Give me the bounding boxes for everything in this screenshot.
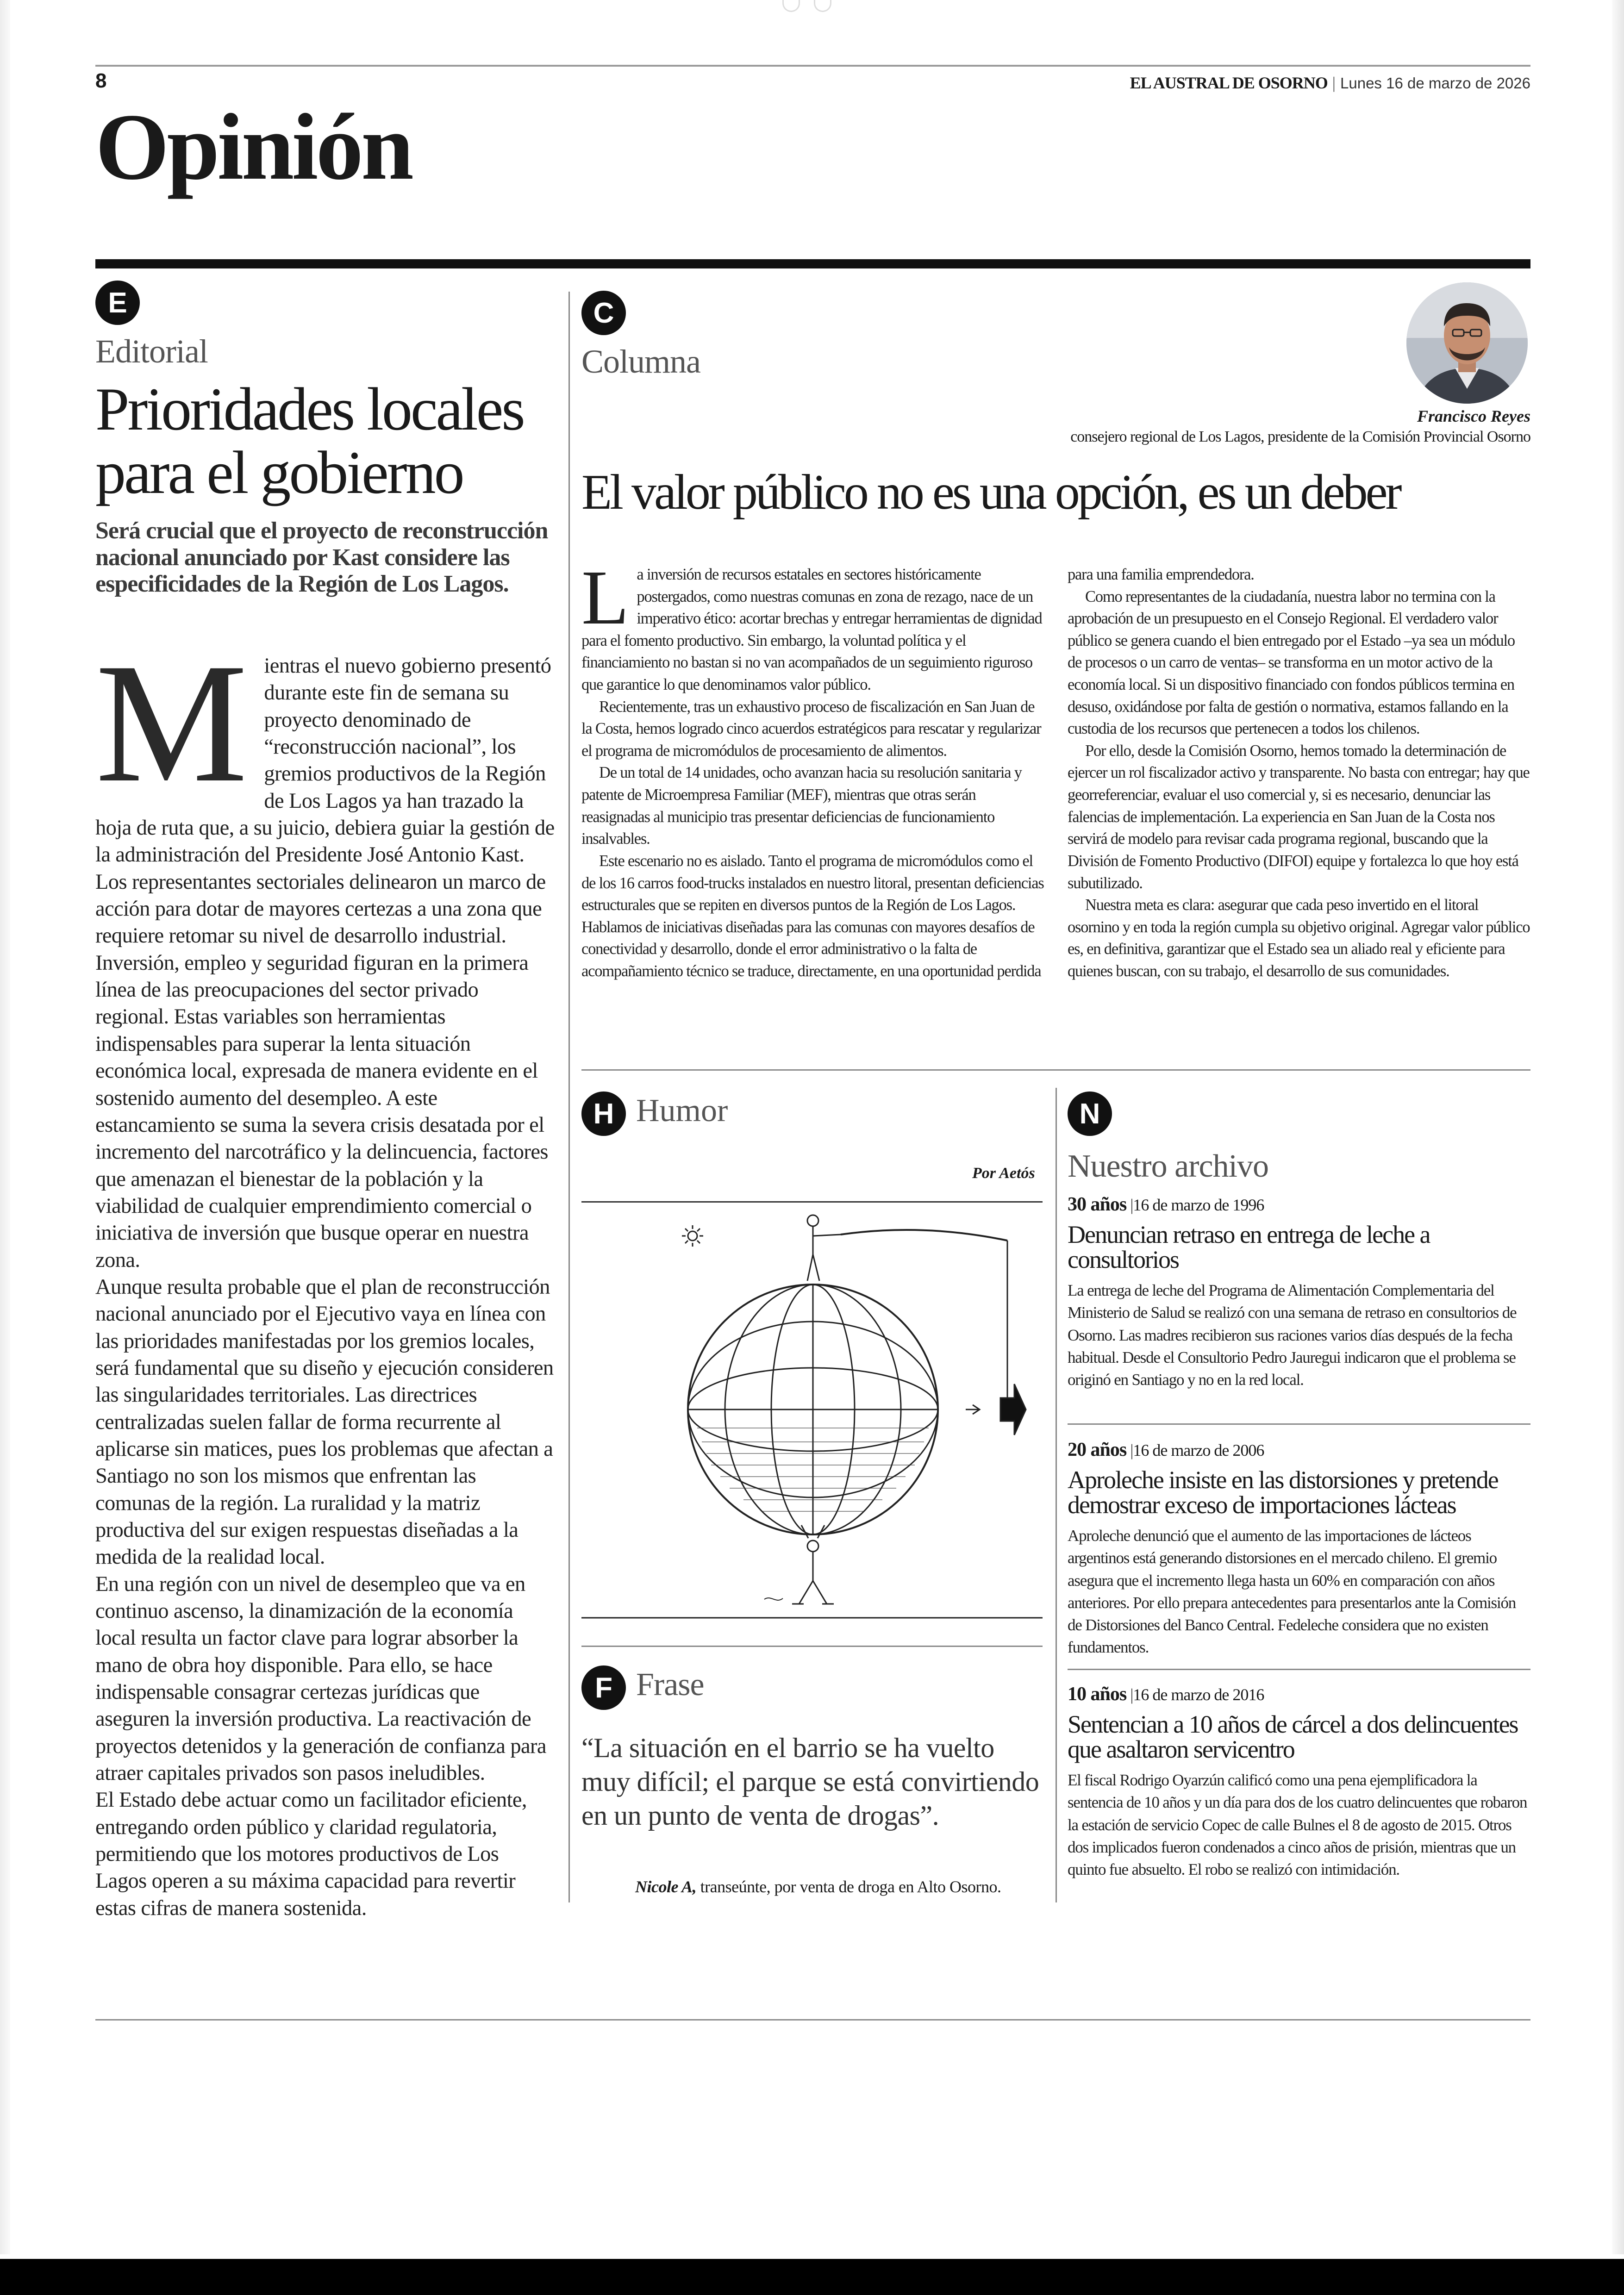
column-paragraph: Nuestra meta es clara: asegurar que cada peso invertido en el litoral osornino y en toda la región cumpla su objetivo original. Agregar valor público es, en definitiva, garantizar que el Estado sea un aliado real y eficiente para quienes buscan, con su trabajo, el desarrollo de sus comunidades. — [1068, 896, 1530, 980]
frase-quote: “La situación en el barrio se ha vuelto muy difícil; el parque se está convirtiendo en un punto de venta de drogas”. — [581, 1733, 1039, 1831]
archive-body: Aproleche denunció que el aumento de las importaciones de lácteos argentinos está generando distorsiones en el mercado chileno. El gremio asegura que el incremento llega hasta un 60% en comparación con años anteriores. Por ello prepara antecedentes para presentarlos ante la Comisión de Distorsiones del Banco Central. Fedeleche considera que no existen fundamentos. — [1068, 1527, 1516, 1657]
column-divider-right — [1056, 1088, 1057, 1902]
frase-attribution — [635, 1877, 1001, 1896]
editorial-paragraph: Inversión, empleo y seguridad figuran en la primera línea de las preocupaciones del sector privado regional. Estas variables son herramientas indispensables para superar la lenta situación económica local, expresada de manera evidente en el sostenido aumento del desempleo. A este estancamiento se suma la severa crisis desatada por el incremento del narcotráfico y la delincuencia, factores que amenazan el bienestar de la población y la viabilidad de cualquier emprendimiento comercial o iniciativa de inversión que busque operar en nuestra zona. — [95, 951, 548, 1272]
archive-item — [1068, 1193, 1530, 1391]
archive-years: 20 años — [1068, 1439, 1127, 1460]
next-page-icon[interactable] — [814, 0, 831, 12]
archive-date-text: 16 de marzo de 2006 — [1133, 1441, 1264, 1459]
section-rule — [95, 259, 1530, 268]
archive-body: El fiscal Rodrigo Oyarzún calificó como una pena ejemplificadora la sentencia de 10 años y un día para dos de los cuatro delincuentes que robaron la estación de servicio Copec de calle Bulnes el 8 de agosto de 2015. Otros dos implicados fueron condenados a cinco años de prisión, mientras que un quinto fue absuelto. El robo se realizó con intimidación. — [1068, 1771, 1527, 1879]
archive-title: Aproleche insiste en las distorsiones y pretende demostrar exceso de importaciones lácteas — [1068, 1466, 1498, 1519]
archive-divider — [1068, 1669, 1530, 1670]
archive-date-text: 16 de marzo de 1996 — [1133, 1196, 1264, 1214]
archive-years: 10 años — [1068, 1684, 1127, 1705]
newspaper-name: EL AUSTRAL DE OSORNO — [1130, 74, 1328, 92]
archive-title: Denuncian retraso en entrega de leche a consultorios — [1068, 1221, 1430, 1273]
frase-attribution-role: transeúnte, por venta de droga en Alto Osorno. — [700, 1877, 1001, 1896]
frase-attribution-name: Nicole A, — [635, 1877, 697, 1896]
issue-date: Lunes 16 de marzo de 2026 — [1340, 75, 1530, 92]
page-number: 8 — [95, 69, 107, 92]
editorial-paragraph: ientras el nuevo gobierno presentó durante este fin de semana su proyecto denominado de “reconstrucción nacional”, los gremios productivos de la Región de Los Lagos ya han trazado la hoja de ruta que, a su juicio, debiera guiar la gestión de la administración del Presidente José Antonio Kast. Los representantes sectoriales delinearon un marco de acción para dotar de mayores certezas a una zona que requiere retomar su nivel de desarrollo industrial. — [95, 654, 555, 948]
humor-cartoon — [581, 1201, 1043, 1622]
column-divider-left — [568, 292, 570, 1902]
editorial-kicker: Editorial — [95, 333, 208, 370]
editorial-paragraph: Aunque resulta probable que el plan de reconstrucción nacional anunciado por el Ejecutivo vaya en línea con las prioridades manifestadas por los gremios locales, será fundamental que su diseño y ejecución consideren las singularidades territoriales. Las directrices centralizadas suelen fallar de forma recurrente al aplicarse sin matices, pues los problemas que afectan a Santiago no son los mismos que enfrentan las comunas de la región. La ruralidad y la matriz productiva del sur exigen respuestas diseñadas a la medida de la realidad local. — [95, 1275, 554, 1569]
editorial-paragraph: En una región con un nivel de desempleo que va en continuo ascenso, la dinamización de la economía local resulta un factor clave para lograr absorber la mano de obra hoy disponible. Para ello, se hace indispensable consagrar certezas jurídicas que aseguren la inversión productiva. La reactivación de proyectos detenidos y la generación de confianza para atraer capitales privados son pasos ineludibles. — [95, 1572, 546, 1785]
editorial-drop-cap: M — [95, 628, 248, 818]
column-paragraph: De un total de 14 unidades, ocho avanzan hacia su resolución sanitaria y patente de Microempresa Familiar (MEF), mientras que otras serán reasignadas al municipio tras presentar deficiencias de funcionamiento insalvables. — [581, 764, 1022, 848]
frase-kicker: Frase — [636, 1667, 704, 1703]
column-paragraph: Este escenario no es aislado. Tanto el programa de micromódulos como el de los 16 carros food-trucks instalados en nuestro litoral, presentan deficiencias estructurales que se repiten en diversos puntos de la Región de Los Lagos. Hablamos de iniciativas diseñadas para las comunas con mayores desafíos de conectividad y desarrollo, donde el error administrativo o la falta de acompañamiento técnico se traduce, directamente, en una oportunidad perdida — [581, 852, 1044, 980]
humor-bottom-rule — [581, 1646, 1043, 1647]
archive-kicker: Nuestro archivo — [1068, 1148, 1269, 1184]
archive-divider — [1068, 1423, 1530, 1425]
column-paragraph: Recientemente, tras un exhaustivo proceso de fiscalización en San Juan de la Costa, hemos logrado cinco acuerdos estratégicos para rescatar y regularizar el programa de micromódulos de procesamiento de alimentos. — [581, 698, 1041, 760]
column-badge: C — [581, 291, 626, 335]
section-title: Opinión — [95, 94, 412, 200]
column-kicker: Columna — [581, 343, 700, 380]
header-rule — [95, 65, 1530, 67]
page-right-edge — [1612, 0, 1624, 2254]
editorial-headline: Prioridades locales para el gobierno — [95, 375, 524, 507]
column-body-left — [581, 555, 1044, 983]
archive-date-text: 16 de marzo de 2016 — [1133, 1685, 1264, 1704]
column-paragraph: Por ello, desde la Comisión Osorno, hemos tomado la determinación de ejercer un rol fiscalizador activo y transparente. No basta con entregar; hay que georreferenciar, evaluar el uso comercial y, si es necesario, denunciar las falencias de implementación. La experiencia en San Juan de la Costa nos servirá de modelo para revisar cada programa regional, buscando que la División de Fomento Productivo (DIFOI) equipe y fortalezca lo que hoy está subutilizado. — [1068, 742, 1530, 892]
column-bottom-rule — [581, 1069, 1530, 1071]
page-scroll-indicator[interactable] — [782, 0, 831, 12]
archive-years: 30 años — [1068, 1194, 1127, 1215]
humor-badge: H — [581, 1091, 626, 1136]
archive-date: 20 años |16 de marzo de 2006 — [1068, 1439, 1264, 1460]
column-paragraph: para una familia emprendedora. — [1068, 566, 1254, 583]
author-name: Francisco Reyes — [1417, 407, 1530, 425]
column-drop-cap: L — [581, 555, 629, 641]
archive-item — [1068, 1439, 1530, 1659]
archive-date: 10 años |16 de marzo de 2016 — [1068, 1684, 1264, 1705]
editorial-deck: Será crucial que el proyecto de reconstrucción nacional anunciado por Kast considere las especificidades de la Región de Los Lagos. — [95, 518, 548, 598]
archive-date: 30 años |16 de marzo de 1996 — [1068, 1194, 1264, 1215]
editorial-badge: E — [95, 281, 140, 325]
author-avatar — [1406, 282, 1528, 404]
page-left-edge — [0, 0, 10, 2254]
masthead-separator: | — [1332, 74, 1336, 92]
column-paragraph: Como representantes de la ciudadanía, nuestra labor no termina con la aprobación de un presupuesto en el Consejo Regional. El verdadero valor público se genera cuando el bien entregado por el Estado –ya sea un módulo de procesos o un carro de ventas– se transforma en un motor activo de la economía local. Si un dispositivo financiado con fondos públicos termina en desuso, oxidándose por falta de gestión o normativa, estamos fallando en la custodia de los recursos que pertenecen a todos los chilenos. — [1068, 587, 1515, 738]
page-bottom-rule — [95, 2019, 1530, 2021]
prev-page-icon[interactable] — [782, 0, 800, 12]
archive-title: Sentencian a 10 años de cárcel a dos delincuentes que asaltaron servicentro — [1068, 1710, 1518, 1763]
editorial-body — [95, 628, 555, 1922]
author-portrait — [1406, 282, 1528, 404]
archive-badge: N — [1068, 1091, 1112, 1136]
masthead — [1130, 73, 1530, 93]
archive-body: La entrega de leche del Programa de Alimentación Complementaria del Ministerio de Salud se realizó con una semana de retraso en consultorios de Osorno. Las madres recibieron sus raciones varios días después de la fecha habitual. Desde el Consultorio Pedro Jauregui indicaron que el problema se originó en Santiago y no en la red local. — [1068, 1281, 1517, 1389]
frase-badge: F — [581, 1665, 626, 1710]
editorial-paragraph: El Estado debe actuar como un facilitador eficiente, entregando orden público y claridad regulatoria, permitiendo que los motores productivos de Los Lagos operen a su máxima capacidad para revertir estas cifras de manera sostenida. — [95, 1788, 527, 1920]
archive-item — [1068, 1683, 1530, 1881]
column-paragraph: a inversión de recursos estatales en sectores históricamente postergados, como nuestras comunas en zona de rezago, nace de un imperativo ético: acortar brechas y entregar herramientas de dignidad para el fomento productivo. Sin embargo, la voluntad política y el financiamiento no bastan si no van acompañados de un seguimiento riguroso que garantice lo que denominamos valor público. — [581, 566, 1042, 694]
author-role: consejero regional de Los Lagos, presidente de la Comisión Provincial Osorno — [1070, 428, 1530, 445]
column-headline: El valor público no es una opción, es un deber — [581, 465, 1400, 520]
column-body-right — [1068, 564, 1530, 983]
humor-kicker: Humor — [636, 1093, 728, 1129]
viewer-bottom-bar — [0, 2259, 1624, 2295]
cartoon-credit: Por Aetós — [972, 1165, 1035, 1182]
